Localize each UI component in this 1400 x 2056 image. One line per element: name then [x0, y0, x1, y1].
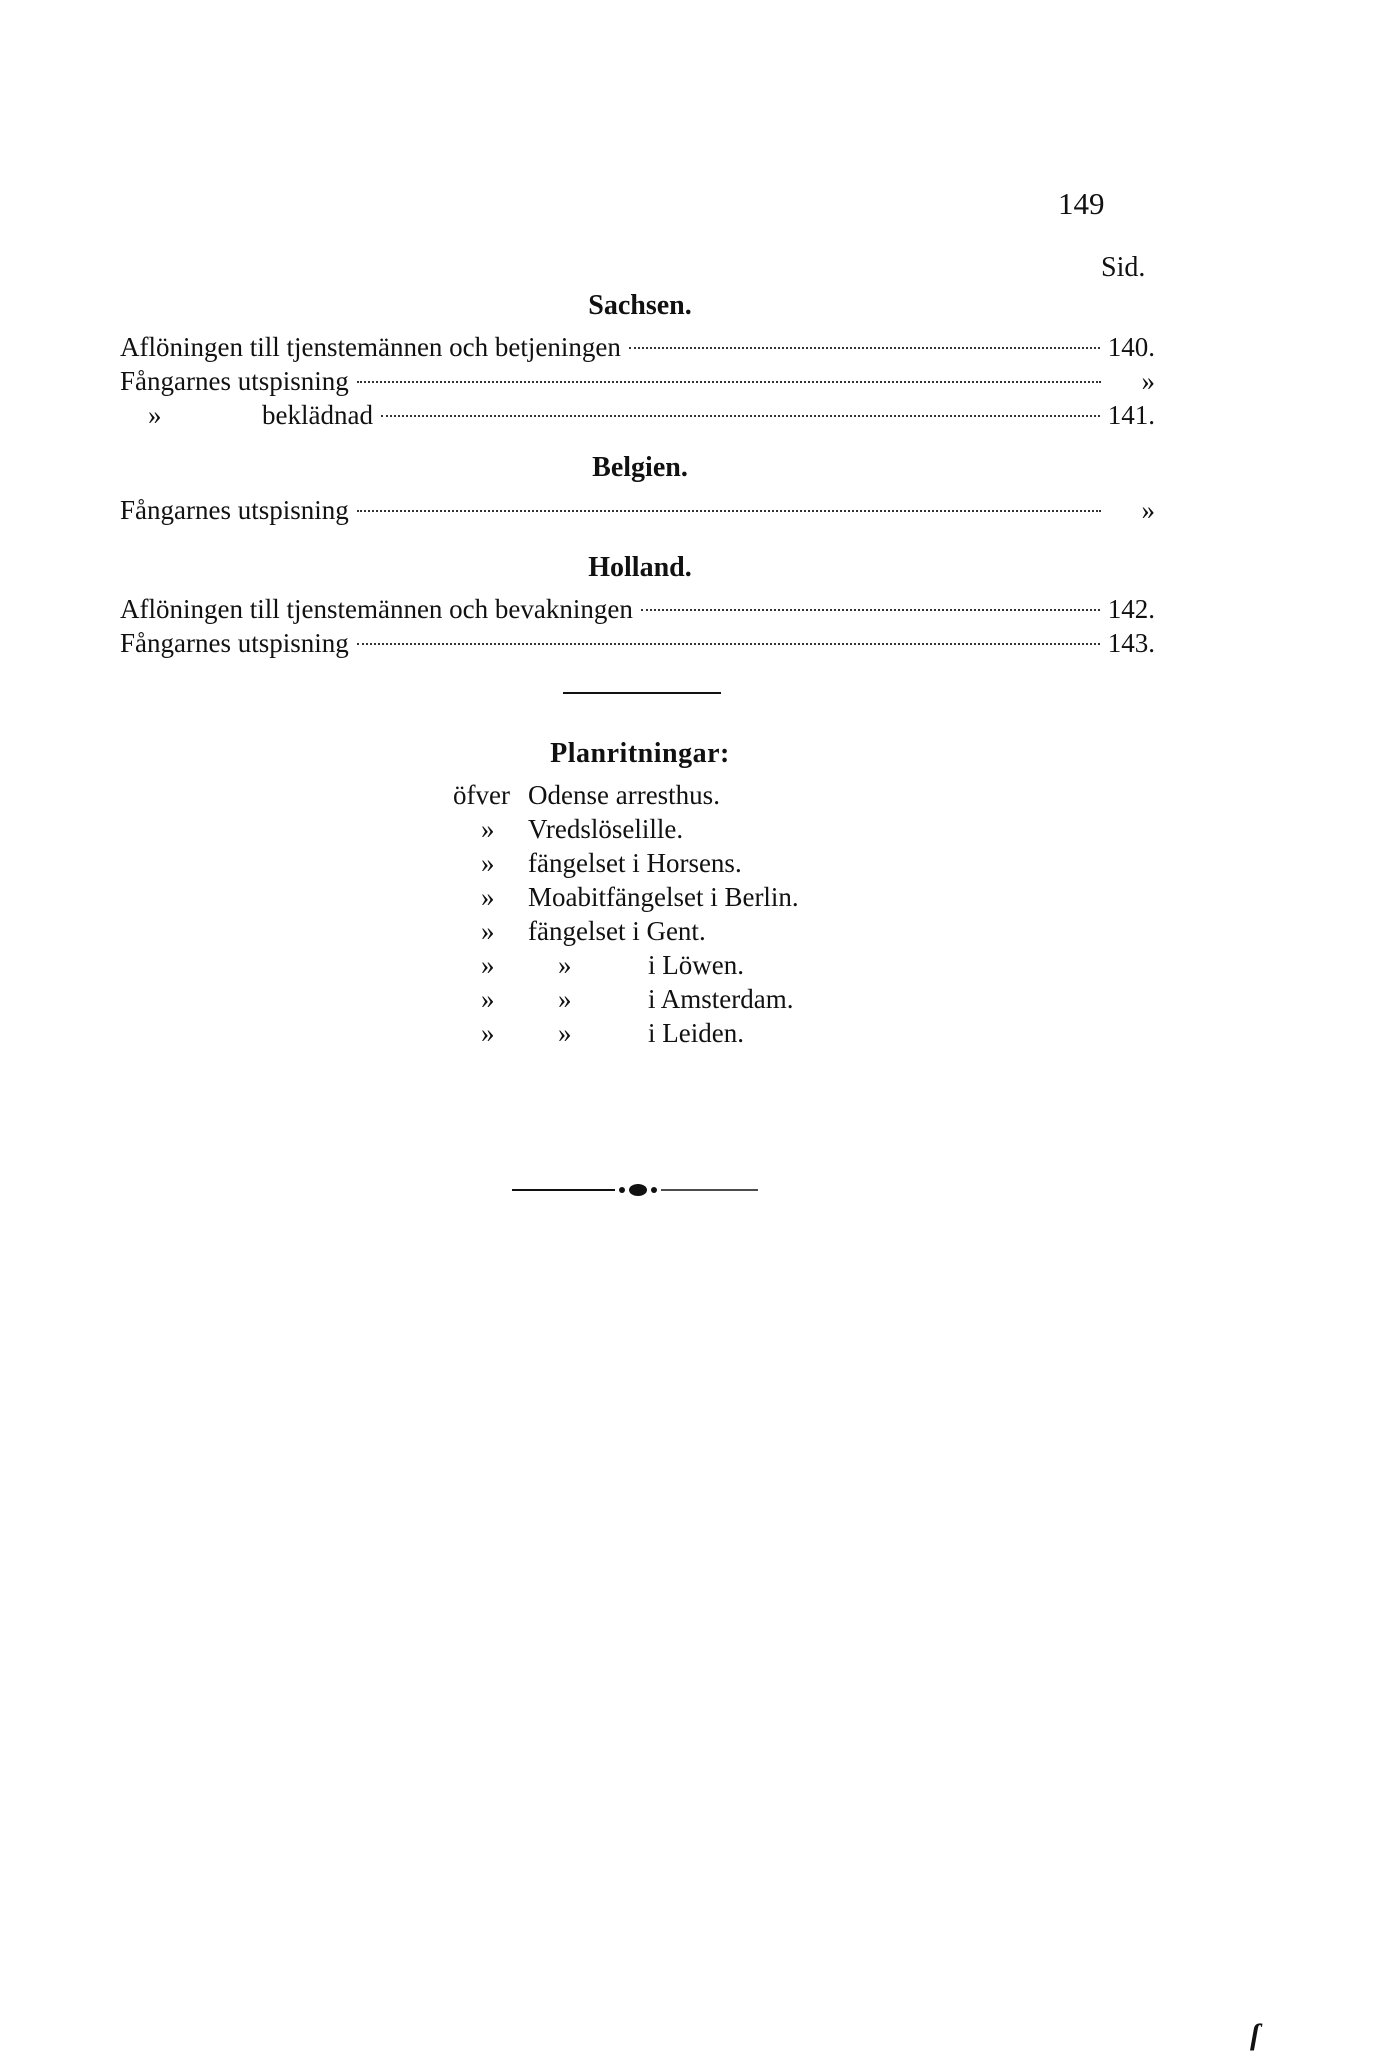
- plan-list-item: [453, 880, 799, 914]
- plan-text: i Amsterdam.: [648, 984, 794, 1014]
- section-divider-rule: [563, 692, 721, 694]
- plan-list-item: [453, 846, 742, 880]
- plan-list-item: [453, 948, 744, 982]
- toc-page-number: »: [1141, 495, 1155, 525]
- plan-list-item: [453, 778, 720, 812]
- toc-page-number: »: [1141, 366, 1155, 396]
- plan-prefix: öfver: [453, 780, 510, 810]
- ornamental-divider: [510, 1180, 760, 1200]
- ditto-mark: »: [148, 400, 162, 430]
- plan-text: i Löwen.: [648, 950, 744, 980]
- ditto-mark: »: [481, 848, 495, 878]
- toc-row: [120, 626, 1155, 660]
- ditto-mark: »: [481, 882, 495, 912]
- toc-row: [120, 592, 1155, 626]
- toc-row: [120, 364, 1155, 398]
- toc-entry-text: Fångarnes utspisning: [120, 495, 349, 525]
- plan-text: Moabitfängelset i Berlin.: [528, 882, 799, 912]
- plan-list-item: [453, 812, 683, 846]
- section-heading-belgien: Belgien.: [592, 452, 688, 483]
- dot-leader: [641, 609, 1100, 611]
- plan-list-item: [453, 1016, 744, 1050]
- plan-text: i Leiden.: [648, 1018, 744, 1048]
- section-heading-sachsen: Sachsen.: [588, 290, 692, 321]
- ditto-mark: »: [481, 1018, 495, 1048]
- section-heading-holland: Holland.: [588, 552, 692, 583]
- toc-row: [120, 330, 1155, 364]
- plans-heading: Planritningar:: [550, 738, 730, 769]
- toc-page-number: 143.: [1107, 628, 1155, 658]
- toc-entry-text: Fångarnes utspisning: [120, 628, 349, 658]
- corner-mark: ſ: [1250, 2018, 1260, 2051]
- plan-list-item: [453, 982, 793, 1016]
- ditto-mark-secondary: »: [558, 984, 572, 1014]
- toc-entry-text: Aflöningen till tjenstemännen och bevakningen: [120, 594, 633, 624]
- column-header-sid: Sid.: [1101, 252, 1146, 283]
- toc-page-number: 140.: [1107, 332, 1155, 362]
- dot-leader: [357, 510, 1101, 512]
- ditto-mark: »: [481, 814, 495, 844]
- toc-row: [120, 398, 1155, 432]
- toc-page-number: 141.: [1107, 400, 1155, 430]
- toc-entry-text: Fångarnes utspisning: [120, 366, 349, 396]
- toc-row: [120, 493, 1155, 527]
- dot-leader: [629, 347, 1100, 349]
- plan-text: Odense arresthus.: [528, 780, 720, 810]
- ditto-mark: »: [481, 916, 495, 946]
- plan-text: Vredslöselille.: [528, 814, 684, 844]
- ditto-mark-secondary: »: [558, 950, 572, 980]
- ditto-mark: »: [481, 984, 495, 1014]
- ditto-mark-secondary: »: [558, 1018, 572, 1048]
- page-number: 149: [1058, 186, 1105, 221]
- dot-leader: [357, 381, 1101, 383]
- dot-leader: [381, 415, 1100, 417]
- plan-text: fängelset i Horsens.: [528, 848, 742, 878]
- toc-entry-text: Aflöningen till tjenstemännen och betjeningen: [120, 332, 621, 362]
- plan-list-item: [453, 914, 706, 948]
- toc-entry-text: beklädnad: [262, 400, 373, 430]
- plan-text: fängelset i Gent.: [528, 916, 706, 946]
- ditto-mark: »: [481, 950, 495, 980]
- toc-page-number: 142.: [1107, 594, 1155, 624]
- dot-leader: [357, 643, 1100, 645]
